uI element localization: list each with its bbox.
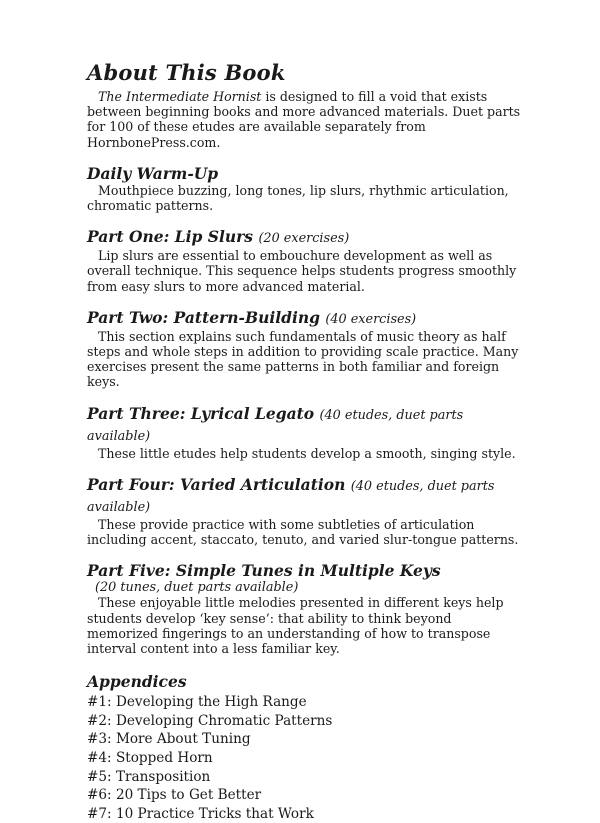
intro-text: is designed to fill a void that exists between beginning books and more advanced materials. Duet parts for 100 of these etudes are available separately from HornbonePress.com. [87,89,521,150]
section-heading: Part Four: Varied Articulation (40 etudes, duet parts available) [87,474,495,515]
section-subtitle: (40 exercises) [325,311,417,327]
appendices-heading: Appendices [87,672,187,692]
section-subtitle: (40 etudes, duet parts available) [87,478,495,515]
section-heading: Part Five: Simple Tunes in Multiple Keys [87,561,441,581]
page-content [87,60,525,823]
section-heading: Daily Warm-Up [87,163,219,183]
appendix-item: #6: 20 Tips to Get Better [87,787,262,804]
section-body: These little etudes help students develop a smooth, singing style. [98,445,516,461]
section-part-two [87,308,525,390]
section-body: Lip slurs are essential to embouchure development as well as overall technique. This sequence helps students progress smoothly from easy slurs to more advanced material. [87,248,517,294]
appendix-item: #5: Transposition [87,768,211,785]
appendix-item: #2: Developing Chromatic Patterns [87,712,333,729]
appendix-item: #3: More About Tuning [87,731,251,748]
section-part-three [87,404,525,461]
page-title: About This Book [87,60,286,85]
section-body: Mouthpiece buzzing, long tones, lip slurs, rhythmic articulation, chromatic patterns. [87,182,509,214]
section-body: These enjoyable little melodies presented in different keys help students develop ‘key sense’: that ability to think beyond memorized fingerings to an understanding of how to transpose interval content into a less familiar key. [87,595,504,657]
section-heading: Part Two: Pattern-Building (40 exercises) [87,307,417,327]
section-part-one [87,227,525,294]
appendix-item: #4: Stopped Horn [87,750,213,767]
appendix-item: #7: 10 Practice Tricks that Work [87,805,314,822]
section-heading: Part One: Lip Slurs (20 exercises) [87,227,350,247]
section-subtitle: (20 tunes, duet parts available) [95,580,299,596]
section-part-four [87,475,525,547]
section-appendices [87,672,525,823]
section-body: This section explains such fundamentals of music theory as half steps and whole steps in addition to providing scale practice. Many exercises present the same patterns in both familiar and foreign keys. [87,328,519,390]
section-body: These provide practice with some subtleties of articulation including accent, staccato, tenuto, and varied slur-tongue patterns. [87,516,519,548]
section-subtitle: (40 etudes, duet parts available) [87,407,464,444]
book-name-italic: The Intermediate Hornist [98,89,262,104]
appendix-list [87,693,525,823]
section-daily-warm-up [87,164,525,213]
appendix-item: #1: Developing the High Range [87,694,307,711]
section-subtitle: (20 exercises) [258,231,350,247]
section-heading: Part Three: Lyrical Legato (40 etudes, duet parts available) [87,403,464,444]
section-part-five [87,561,525,656]
intro-paragraph [87,89,525,150]
